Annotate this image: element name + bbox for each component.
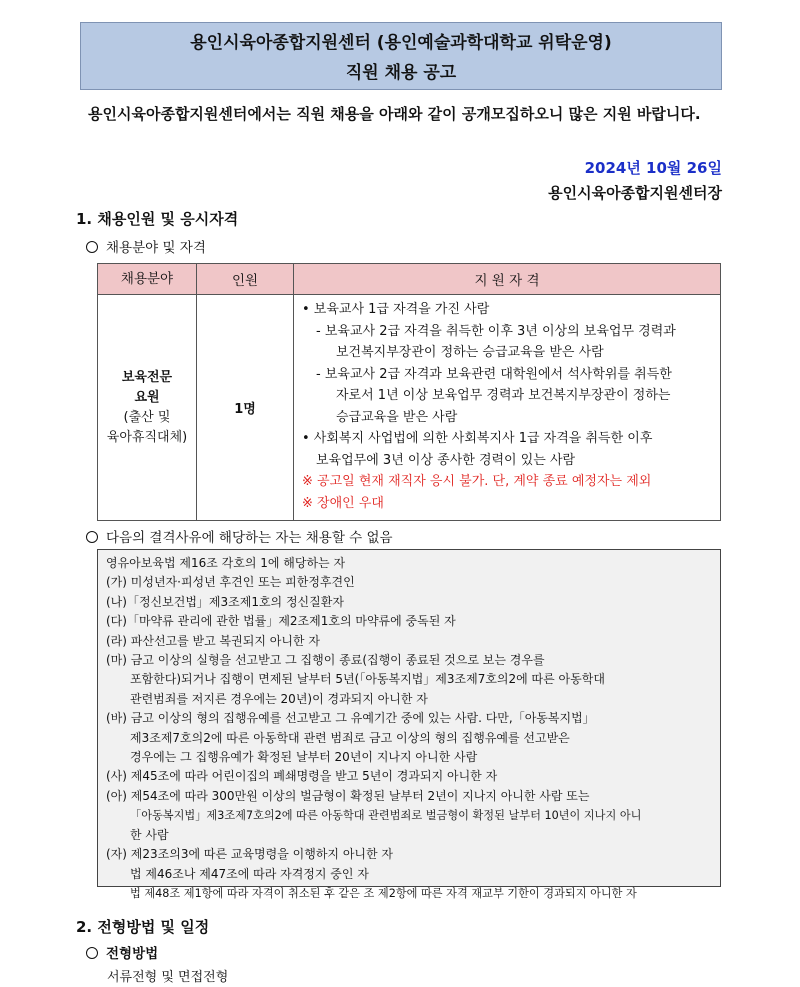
section-2-heading: 2. 전형방법 및 일정	[76, 918, 210, 936]
field-note-line-2: 육아휴직대체)	[106, 429, 188, 445]
list-item: (바) 금고 이상의 형의 집행유예를 선고받고 그 유예기간 중에 있는 사람. 다만,「아동복지법」	[106, 711, 595, 726]
disqualification-box	[97, 549, 721, 900]
issuer-name: 용인시육아종합지원센터장	[548, 184, 722, 202]
field-cell	[98, 295, 197, 521]
header-field: 채용분야	[98, 264, 197, 295]
qualification-line: 보건복지부장관이 정하는 승급교육을 받은 사람	[336, 345, 604, 360]
circle-bullet-icon	[86, 531, 98, 543]
list-item: 제3조제7호의2에 따른 아동학대 관련 범죄로 금고 이상의 형의 집행유예를 선고받은	[130, 730, 570, 745]
field-name-line-1: 보육전문	[121, 369, 173, 385]
notice-line-red: ※ 장애인 우대	[302, 495, 384, 511]
field-name-line-2: 요원	[134, 389, 160, 405]
list-item: (자) 제23조의3에 따른 교육명령을 이행하지 아니한 자	[106, 847, 393, 862]
circle-bullet-icon	[86, 947, 98, 959]
qualification-line: - 보육교사 2급 자격을 취득한 이후 3년 이상의 보육업무 경력과	[316, 323, 676, 339]
qualification-line: • 사회복지 사업법에 의한 사회복지사 1급 자격을 취득한 이후	[302, 431, 653, 446]
circle-bullet-icon	[86, 241, 98, 253]
field-note-line-1: (출산 및	[123, 409, 171, 425]
list-item: (라) 파산선고를 받고 복권되지 아니한 자	[106, 633, 320, 648]
table-row	[98, 295, 721, 521]
list-item: 한 사람	[130, 827, 169, 842]
list-item: (다)「마약류 관리에 관한 법률」제2조제1호의 마약류에 중독된 자	[106, 614, 456, 629]
count-cell: 1명	[197, 295, 294, 521]
qualification-line: 보육업무에 3년 이상 종사한 경력이 있는 사람	[316, 452, 576, 468]
qualification-line: 승급교육을 받은 사람	[336, 409, 458, 425]
list-item: (가) 미성년자·피성년 후견인 또는 피한정후견인	[106, 575, 355, 590]
list-item: 경우에는 그 집행유예가 확정된 날부터 20년이 지나지 아니한 사람	[130, 750, 478, 765]
qualification-cell	[294, 295, 721, 521]
section-2-subheading	[86, 942, 158, 962]
list-item: 법 제48조 제1항에 따라 자격이 취소된 후 같은 조 제2항에 따른 자격 재교부 기한이 경과되지 아니한 자	[130, 886, 637, 900]
table-header-row	[98, 264, 721, 295]
list-item: 포함한다)되거나 집행이 면제된 날부터 5년(「아동복지법」제3조제7호의2에 따른 아동학대	[130, 672, 605, 687]
qualification-line: • 보육교사 1급 자격을 가진 사람	[302, 302, 490, 317]
selection-method: 서류전형 및 면접전형	[107, 970, 229, 985]
qualification-line: 자로서 1년 이상 보육업무 경력과 보건복지부장관이 정하는	[336, 388, 671, 403]
subheading-text: 채용분야 및 자격	[106, 240, 206, 256]
disqualification-heading	[86, 526, 393, 546]
section-1-subheading	[86, 236, 206, 256]
header-count: 인원	[197, 264, 294, 295]
list-item: 「아동복지법」제3조제7호의2에 따른 아동학대 관련범죄로 벌금형이 확정된 날부터 10년이 지나지 아니	[130, 809, 642, 823]
subheading-text: 전형방법	[106, 946, 159, 962]
intro-paragraph: 용인시육아종합지원센터에서는 직원 채용을 아래와 같이 공개모집하오니 많은 지원 바랍니다.	[88, 105, 701, 123]
section-1-heading: 1. 채용인원 및 응시자격	[76, 210, 239, 228]
list-item: 관련범죄를 저지른 경우에는 20년)이 경과되지 아니한 자	[130, 691, 428, 706]
notice-date: 2024년 10월 26일	[584, 159, 722, 177]
title-line-2: 직원 채용 공고	[345, 63, 457, 83]
qualification-table	[97, 263, 721, 521]
list-item: 영유아보육법 제16조 각호의 1에 해당하는 자	[106, 556, 346, 570]
title-banner	[80, 22, 722, 90]
title-line-1: 용인시육아종합지원센터 (용인예술과학대학교 위탁운영)	[190, 33, 612, 53]
disqualification-heading-text: 다음의 결격사유에 해당하는 자는 채용할 수 없음	[106, 530, 393, 546]
list-item: (아) 제54조에 따라 300만원 이상의 벌금형이 확정된 날부터 2년이 지나지 아니한 사람 또는	[106, 788, 590, 803]
list-item: (사) 제45조에 따라 어린이집의 폐쇄명령을 받고 5년이 경과되지 아니한 자	[106, 769, 498, 784]
notice-line-red: ※ 공고일 현재 재직자 응시 불가. 단, 계약 종료 예정자는 제외	[302, 474, 652, 489]
qualification-line: - 보육교사 2급 자격과 보육관련 대학원에서 석사학위를 취득한	[316, 366, 672, 382]
list-item: (마) 금고 이상의 실형을 선고받고 그 집행이 종료(집행이 종료된 것으로 보는 경우를	[106, 653, 545, 668]
header-qualification: 지 원 자 격	[294, 264, 721, 295]
list-item: 법 제46조나 제47조에 따라 자격정지 중인 자	[130, 866, 369, 881]
list-item: (나)「정신보건법」제3조제1호의 정신질환자	[106, 594, 344, 609]
